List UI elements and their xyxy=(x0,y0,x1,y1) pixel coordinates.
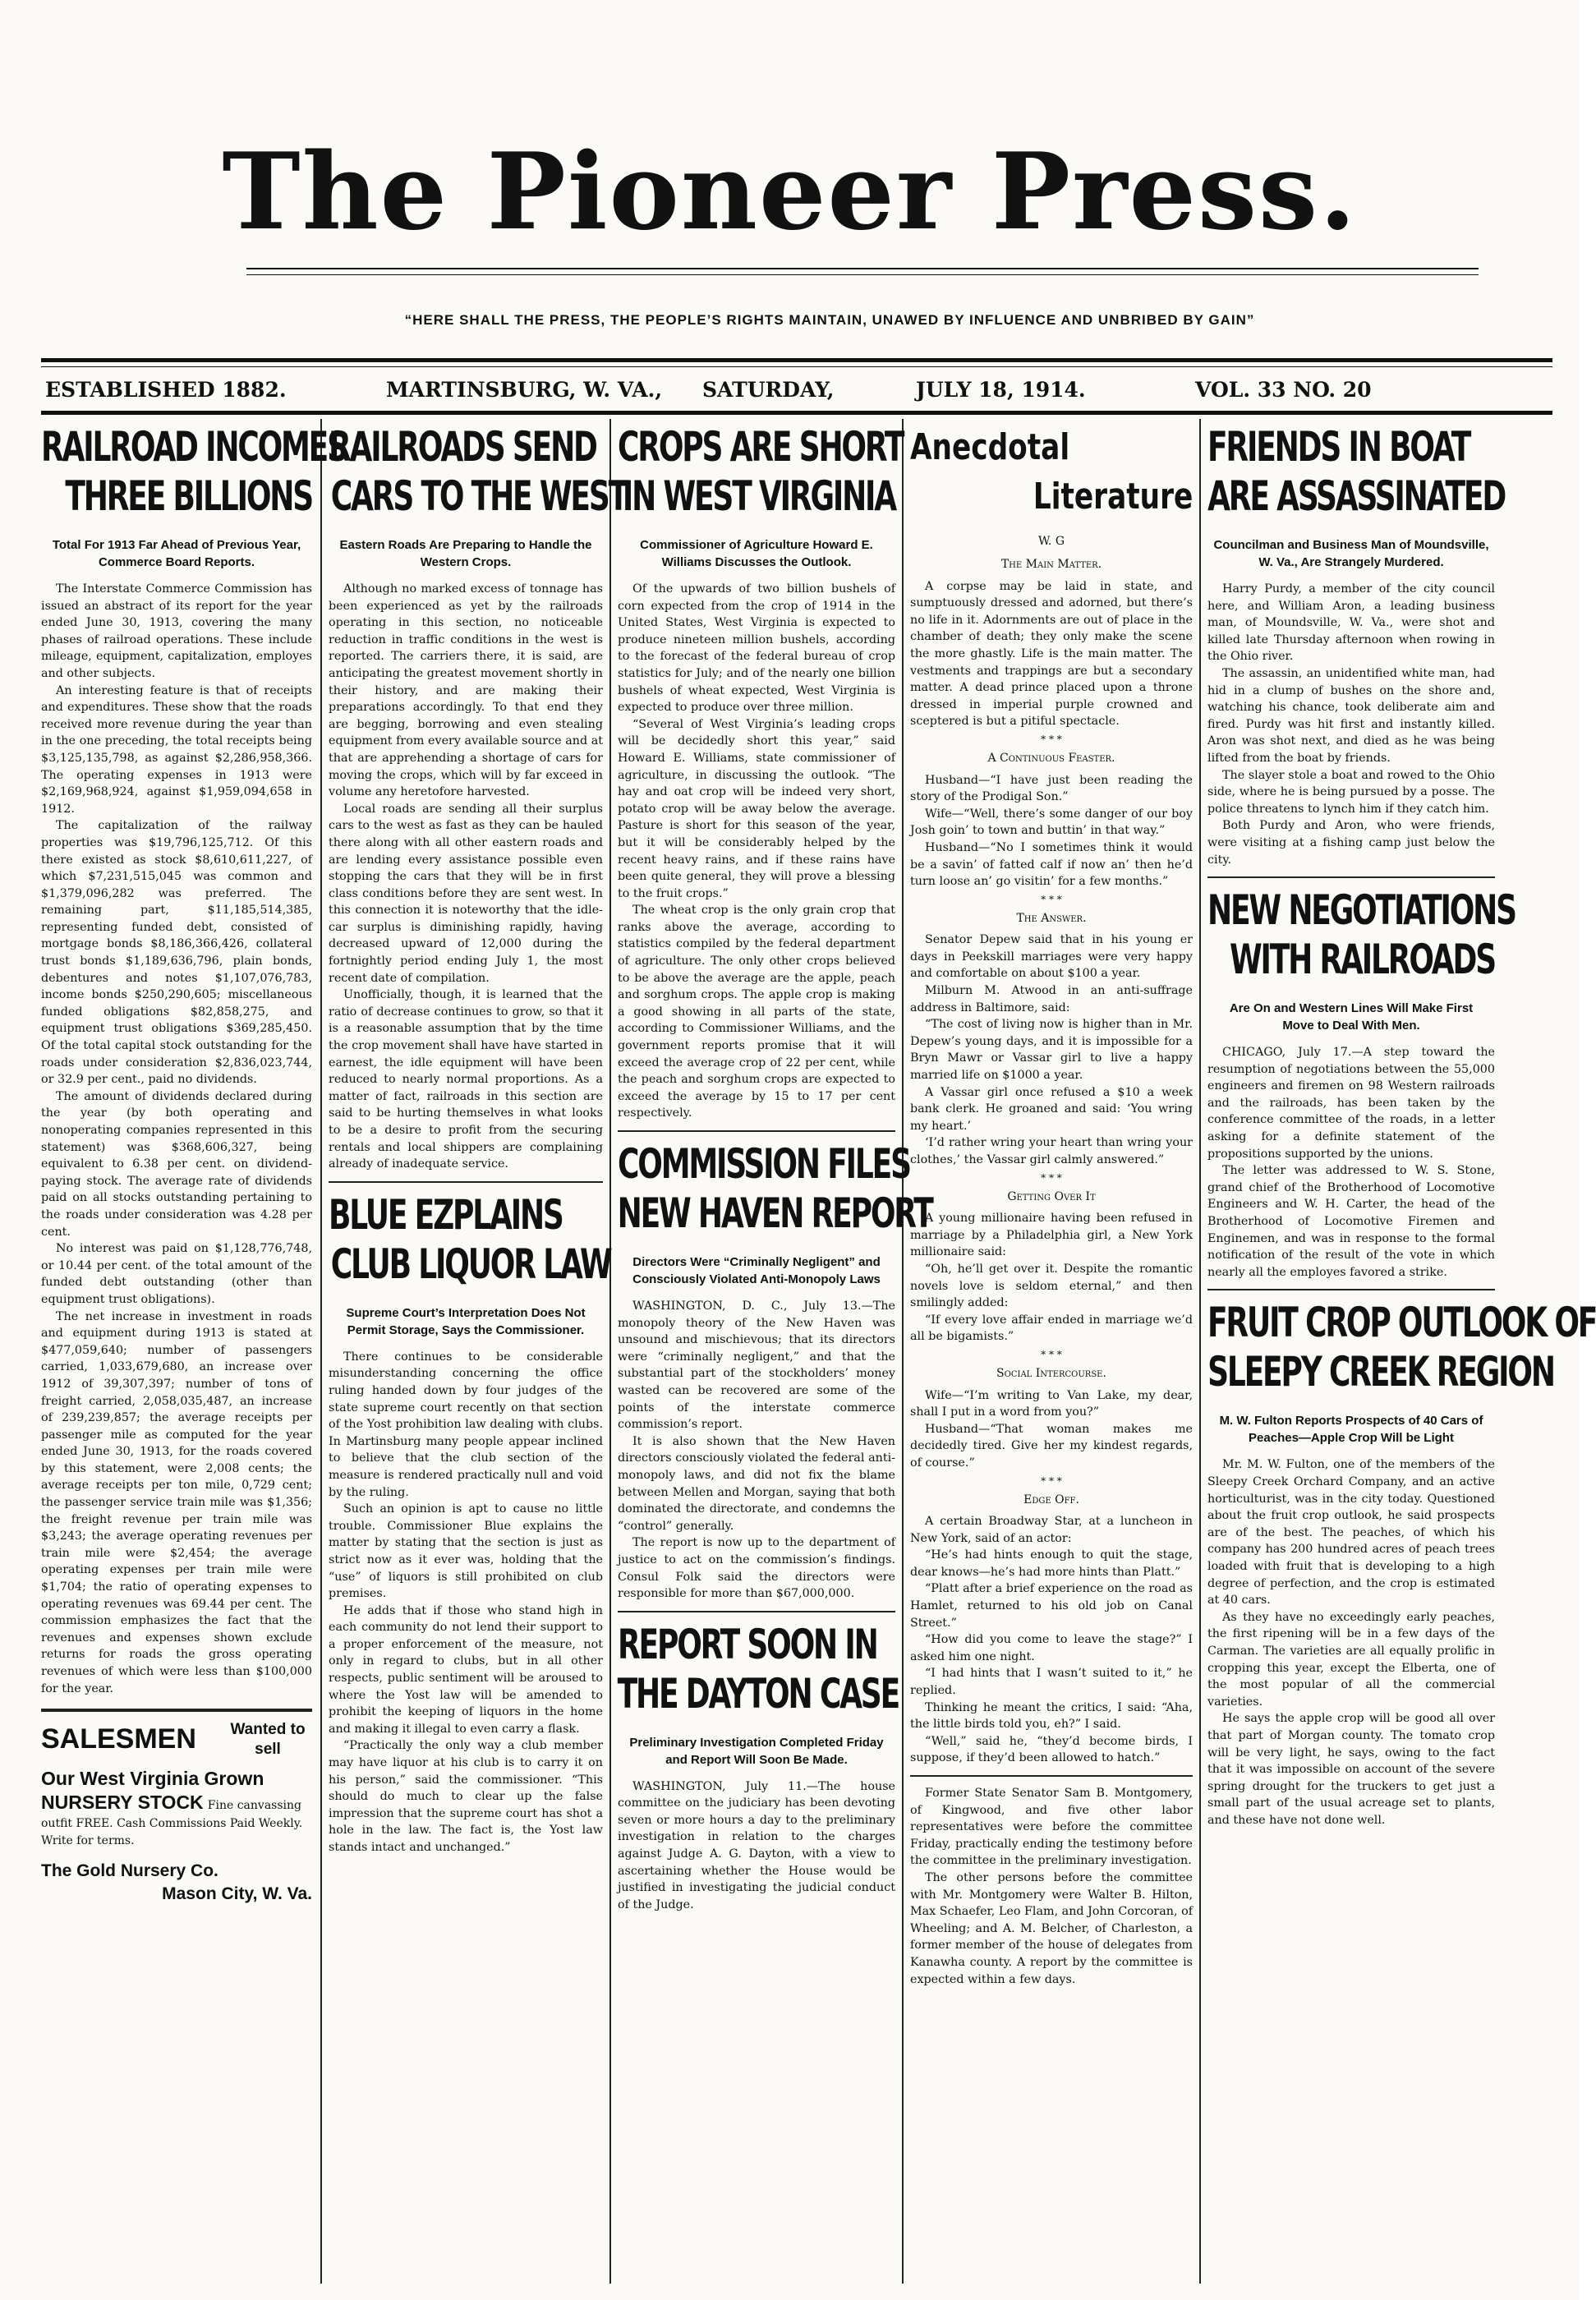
dateline-place: MARTINSBURG, W. VA., xyxy=(386,378,663,402)
headline-line: REPORT SOON IN xyxy=(618,1620,877,1668)
headline-crops-short xyxy=(618,423,904,530)
dateline-day: SATURDAY, xyxy=(702,378,835,402)
paragraph: The assassin, an unidentified white man, had hid in a clump of bushes on the shore and, watching his chance, took deliberate aim and fired. Purdy was hit first and instantly killed. Aron was shot next, and died as he was being lifted from the boat by friends. xyxy=(1207,666,1495,765)
headline-new-negotiations xyxy=(1207,886,1516,993)
subheadline: Total For 1913 Far Ahead of Previous Year, Commerce Board Reports. xyxy=(52,538,301,569)
headline-line: CLUB LIQUOR LAW xyxy=(330,1240,611,1288)
paragraph: Wife—“Well, there’s some danger of our boy Josh goin’ to town and buttin’ in that way.” xyxy=(910,807,1193,838)
ornament: * * * xyxy=(1041,1348,1062,1360)
paragraph: A young millionaire having been refused in marriage by a Philadelphia girl, a New York millionaire said: xyxy=(910,1212,1193,1259)
headline-line: FRUIT CROP OUTLOOK OF xyxy=(1207,1299,1596,1347)
column-rule xyxy=(320,419,322,2284)
masthead-rule xyxy=(246,268,1479,269)
divider xyxy=(618,1611,895,1612)
masthead-rule-thin xyxy=(246,274,1479,275)
paragraph: Husband—“That woman makes me decidedly tired. Give her my kindest regards, of course.” xyxy=(910,1422,1193,1470)
article-body xyxy=(329,1349,603,1856)
article-body xyxy=(1207,1456,1495,1828)
column-4 xyxy=(910,423,1193,2279)
paragraph: It is also shown that the New Haven directors consciously violated the federal anti-monopoly laws, and did not fix the blame between Mellen and Morgan, saying that both dominated the directorate, and condemns the “control” generally. xyxy=(618,1434,895,1533)
headline-blue-explains xyxy=(329,1190,611,1298)
headline-line: RAILROAD INCOMES xyxy=(41,423,347,471)
article-continuation xyxy=(910,1785,1193,1988)
divider xyxy=(41,1709,312,1712)
dateline-top-rule xyxy=(41,358,1552,362)
article-body xyxy=(41,581,312,1697)
established-year: ESTABLISHED 1882. xyxy=(45,378,287,402)
ad-subheadline: Wanted to sell xyxy=(230,1721,306,1759)
dateline xyxy=(45,378,1557,406)
subheadline: Preliminary Investigation Completed Friday and Report Will Soon Be Made. xyxy=(629,1735,884,1767)
subheadline: M. W. Fulton Reports Prospects of 40 Cars of Peaches—Apple Crop Will be Light xyxy=(1219,1414,1483,1446)
headline-line: NEW HAVEN REPORT xyxy=(617,1189,932,1237)
section-heading: Edge Off. xyxy=(1023,1493,1079,1506)
headline-commission-files xyxy=(617,1140,932,1247)
paragraph: Harry Purdy, a member of the city council here, and William Aron, a leading business man, of Moundsville, W. Va., were shot and killed late Thursday afternoon when rowing in the Ohio river. xyxy=(1207,582,1495,664)
paragraph: Mr. M. W. Fulton, one of the members of the Sleepy Creek Orchard Company, and an active horticulturist, was in the city today. Questioned about the fruit crop outlook, he said prospects are of the best. The peaches, of which his company has 200 hundred acres of peach trees loaded with fruit that is developing to a high degree of perfection, and the crop is estimated at 40 cars. xyxy=(1207,1458,1495,1608)
ornament: * * * xyxy=(1041,1171,1062,1184)
paragraph: ‘I’d rather wring your heart than wring your clothes,’ the Vassar girl calmly answered.” xyxy=(910,1136,1193,1166)
paragraph: As they have no exceedingly early peaches, the first ripening will be in a few days of the Carman. The varieties are all equally prolific in cropping this year, except the Elberta, one of the most popular of all the commercial varieties. xyxy=(1207,1610,1495,1709)
paragraph: “Oh, he’ll get over it. Despite the romantic novels love is seldom eternal,” and then smilingly added: xyxy=(910,1262,1193,1310)
paragraph: No interest was paid on $1,128,776,748, or 10.44 per cent. of the total amount of the funded debt outstanding (other than equipment trust obligations). xyxy=(41,1242,312,1306)
ornament: * * * xyxy=(1041,733,1062,745)
paragraph: CHICAGO, July 17.—A step toward the resumption of negotiations between the 55,000 engineers and firemen on 98 Western railroads and the railroads, has been taken by the conference committee of the roads, in a letter asking for a definite statement of the propositions supported by the unions. xyxy=(1207,1046,1495,1161)
subheadline: Directors Were “Criminally Negligent” and Consciously Violated Anti-Monopoly Laws xyxy=(632,1255,881,1286)
paragraph: Local roads are sending all their surplus cars to the west as fast as they can be hauled there along with all other eastern roads and are lending every assistance possible even stopping the cars that they will be in first class conditions before they are sent west. In this connection it is noteworthy that the idle-car surplus is diminishing rapidly, having decreased upward of 12,000 during the fortnightly period ending July 1, the most recent date of compilation. xyxy=(329,802,603,985)
paragraph: A corpse may be laid in state, and sumptuously dressed and adorned, but there’s no life in it. Adornments are out of place in the chamber of death; they only make the scene the more ghastly. Life is the main matter. The vestments and trappings are but a secondary matter. A dead prince placed upon a throne dressed in imperial purple crowned and sceptered is but a pitiful spectacle. xyxy=(910,579,1193,729)
headline-fruit-crop xyxy=(1207,1299,1596,1405)
ad-text: Fine canvassing outfit FREE. Cash Commissions Paid Weekly. Write for terms. xyxy=(41,1799,303,1848)
headline-line: FRIENDS IN BOAT xyxy=(1207,423,1470,471)
paragraph: The wheat crop is the only grain crop that ranks above the average, according to statistics compiled by the federal department of agriculture. The only other crops believed to be above the average are the apple, peach and sorghum crops. The apple crop is making a good showing in all parts of the state, according to Commissioner Williams, and the government reports promise that it will exceed the average crop of 22 per cent, while the peach and sorghum crops are expected to exceed the average by 15 to 17 per cent respectively. xyxy=(618,904,895,1120)
divider xyxy=(1207,1289,1495,1290)
headline-report-soon xyxy=(617,1620,899,1727)
paragraph: The slayer stole a boat and rowed to the Ohio side, where he is being pursued by a posse. The police threatens to lynch him if they catch him. xyxy=(1207,768,1495,816)
paragraph: Milburn M. Atwood in an anti-suffrage address in Baltimore, said: xyxy=(910,984,1193,1014)
paragraph: The capitalization of the railway properties was $19,796,125,712. Of this there existed as stock $8,610,611,227, of which $7,231,515,045 was common and $1,379,096,282 was preferred. The remaining part, $11,185,514,385, representing funded debt, consisted of mortgage bonds $8,186,366,426, collateral trust bonds $1,189,636,796, plain bonds, debentures and notes $1,107,076,783, income bonds $250,290,605; miscellaneous funded obligations $82,858,275, and equipment trust obligations $369,285,450. Of the total capital stock outstanding for the roads under consideration $2,836,023,744, or 32.9 per cent., paid no dividends. xyxy=(41,819,312,1087)
paragraph: Husband—“I have just been reading the story of the Prodigal Son.” xyxy=(910,773,1193,804)
paragraph: The report is now up to the department of justice to act on the commission’s findings. Consul Folk said the directors were responsible for more than $67,000,000. xyxy=(618,1536,895,1601)
subheadline: Councilman and Business Man of Moundsville, W. Va., Are Strangely Murdered. xyxy=(1213,538,1489,569)
nursery-advertisement xyxy=(41,1720,312,1904)
paragraph: Thinking he meant the critics, I said: “Aha, the little birds told you, eh?” I said. xyxy=(910,1700,1193,1732)
paragraph: “Well,” said he, “they’d become birds, I suppose, if they’d been allowed to hatch.” xyxy=(910,1734,1193,1765)
ornament: * * * xyxy=(1041,1474,1062,1487)
section-heading: A Continuous Feaster. xyxy=(987,751,1115,765)
article-body xyxy=(1207,1044,1495,1281)
paragraph: “Platt after a brief experience on the road as Hamlet, returned to his old job on Canal Street.” xyxy=(910,1582,1193,1630)
headline-line: WITH RAILROADS xyxy=(1229,936,1495,984)
anecdotes-body xyxy=(910,556,1193,1767)
paragraph: The letter was addressed to W. S. Stone, grand chief of the Brotherhood of Locomotive Engineers and W. H. Carter, the head of the Brotherhood of Locomotive Firemen and Enginemen, and was in response to the formal notification of the result of the vote in which nearly all the employes favored a strike. xyxy=(1207,1164,1495,1279)
paragraph: Former State Senator Sam B. Montgomery, of Kingwood, and five other labor representatives were before the committee Friday, practically ending the testimony before the committee in the preliminary investigation. xyxy=(910,1787,1193,1868)
headline-railroads-send xyxy=(329,423,628,530)
divider xyxy=(1207,876,1495,878)
headline-line: THREE BILLIONS xyxy=(65,472,312,520)
column-5 xyxy=(1207,423,1596,2279)
dateline-volume: VOL. 33 NO. 20 xyxy=(1195,378,1372,402)
paragraph: He says the apple crop will be good all over that part of Morgan county. The tomato crop will be very light, he says, owing to the fact that it was impossible on account of the severe spring drought for the truckers to get just a small part of the usual acreage set to plants, and these have not done well. xyxy=(1207,1712,1495,1827)
paragraph: “Several of West Virginia’s leading crops will be decidedly short this year,” said Howard E. Williams, state commissioner of agriculture, in discussing the outlook. “The hay and oat crop will be indeed very short, potato crop will be away below the average. Pasture is short for this season of the year, but it will be considerably helped by the recent heavy rains, and if these rains have been quite general, they will prove a blessing to the fruit crops.” xyxy=(618,717,895,900)
byline: W. G xyxy=(1037,535,1065,548)
subheadline: Are On and Western Lines Will Make First Move to Deal With Men. xyxy=(1229,1001,1474,1033)
paragraph: Both Purdy and Aron, who were friends, were visiting at a fishing camp just below the city. xyxy=(1207,819,1495,867)
column-2 xyxy=(329,423,628,2279)
paragraph: Wife—“I’m writing to Van Lake, my dear, shall I put in a word from you?” xyxy=(910,1388,1193,1419)
paragraph: Unofficially, though, it is learned that the ratio of decrease continues to grow, so that it is a reasonable assumption that by the time the crop movement shall have have started in earnest, the idle equipment will have been reduced to nearly normal proportions. As a matter of fact, railroads in this section are said to be hurting themselves in what looks to be a desire to profit from the securing rentals and local shippers are complaining already of inadequate service. xyxy=(329,988,603,1171)
article-body xyxy=(329,581,603,1173)
ad-line: Our West Virginia Grown xyxy=(41,1768,264,1790)
headline-line: ARE ASSASSINATED xyxy=(1207,472,1506,520)
ad-company: The Gold Nursery Co. xyxy=(41,1861,218,1880)
article-body xyxy=(618,1778,895,1914)
section-heading: Social Intercourse. xyxy=(996,1366,1106,1380)
paragraph: An interesting feature is that of receipts and expenditures. These show that the roads received more revenue during the year than in the one preceding, the total receipts being $3,125,135,798, as against $2,286,958,366. The operating expenses in 1913 were $2,169,968,924, against $1,959,094,658 in 1912. xyxy=(41,683,312,816)
paragraph: Although no marked excess of tonnage has been experienced as yet by the railroads operating in this section, no noticeable reduction in traffic conditions in the west is reported. The carriers there, it is said, are anticipating the greatest movement shortly in their history, and are making their preparations accordingly. To that end they are begging, borrowing and even stealing equipment from every available source and at that are apprehending a shortage of cars for moving the crops, which will by far exceed in volume any heretofore harvested. xyxy=(329,582,603,799)
paragraph: There continues to be considerable misunderstanding concerning the office ruling handed down by four judges of the state supreme court recently on that section of the Yost prohibition law dealing with clubs. In Martinsburg many people appear inclined to believe that the club section of the measure is rendered practically null and void by the ruling. xyxy=(329,1350,603,1499)
paragraph: “Practically the only way a club member may have liquor at his club is to carry it on his person,” said the commissioner. “This should do much to clear up the false impression that the supreme court has shot a hole in the law. The fact is, the Yost law stands intact and unchanged.” xyxy=(329,1739,603,1854)
section-heading: The Main Matter. xyxy=(1000,558,1102,571)
paragraph: “If every love affair ended in marriage we’d all be bigamists.” xyxy=(910,1313,1193,1344)
section-heading: The Answer. xyxy=(1016,911,1087,925)
dateline-top-rule-thin xyxy=(41,366,1552,367)
headline-line: COMMISSION FILES xyxy=(618,1140,910,1188)
headline-line: IN WEST VIRGINIA xyxy=(622,472,895,520)
column-1 xyxy=(41,423,347,2279)
paragraph: Senator Depew said that in his young er days in Peekskill marriages were very happy and comfortable on about $100 a year. xyxy=(910,933,1193,981)
paragraph: A Vassar girl once refused a $10 a week bank clerk. He groaned and said: ‘You wring my heart.’ xyxy=(910,1085,1193,1133)
paragraph: Such an opinion is apt to cause no little trouble. Commissioner Blue explains the matter by stating that the section is just as strict now as it ever was, holding that the “use” of liquors is still prohibited on club premises. xyxy=(329,1502,603,1601)
divider xyxy=(329,1181,603,1183)
paragraph: WASHINGTON, D. C., July 13.—The monopoly theory of the New Haven was unsound and mischievous; that its directors were “criminally negligent,” and that the substantial part of the stockholders’ money wasted can be recovered are some of the points of the interstate commerce commission’s report. xyxy=(618,1300,895,1432)
paragraph: Husband—“No I sometimes think it would be a savin’ of fatted calf if now an’ then he’d turn loose an’ go visitin’ for a few months.” xyxy=(910,840,1193,889)
ad-address: Mason City, W. Va. xyxy=(162,1884,312,1903)
headline-anecdotal-literature xyxy=(910,423,1193,530)
headline-railroad-incomes xyxy=(41,423,347,530)
dateline-bottom-rule xyxy=(41,411,1552,415)
headline-line: RAILROADS SEND xyxy=(329,423,596,471)
article-body xyxy=(618,1298,895,1603)
paragraph: Of the upwards of two billion bushels of corn expected from the crop of 1914 in the United States, West Virginia is expected to produce nineteen million bushels, according to the forecast of the federal bureau of crop statistics for July; and of the nearly one billion bushels of wheat expected, West Virginia is expected to produce over three million. xyxy=(618,582,895,715)
paragraph: The other persons before the committee with Mr. Montgomery were Walter B. Hilton, Max Schaefer, Leo Flam, and John Corcoran, of Wheeling; and A. M. Belcher, of Charleston, a former member of the house of delegates from Kanawha county. A report by the committee is expected within a few days. xyxy=(910,1870,1193,1986)
subheadline: Commissioner of Agriculture Howard E. Williams Discusses the Outlook. xyxy=(640,538,873,569)
column-rule xyxy=(609,419,611,2284)
article-body xyxy=(618,581,895,1122)
section-heading: Getting Over It xyxy=(1007,1189,1096,1203)
headline-line: THE DAYTON CASE xyxy=(617,1669,899,1718)
subheadline: Supreme Court’s Interpretation Does Not Permit Storage, Says the Commissioner. xyxy=(346,1305,586,1337)
divider xyxy=(618,1130,895,1132)
column-3 xyxy=(617,423,932,2279)
masthead-title: The Pioneer Press. xyxy=(222,131,1358,254)
ornament: * * * xyxy=(1041,893,1062,905)
headline-line: Anecdotal xyxy=(910,426,1070,468)
ad-headline: SALESMEN xyxy=(41,1723,196,1755)
paragraph: A certain Broadway Star, at a luncheon in New York, said of an actor: xyxy=(910,1515,1193,1545)
subheadline: Eastern Roads Are Preparing to Handle the Western Crops. xyxy=(339,538,592,569)
paragraph: “I had hints that I wasn’t suited to it,” he replied. xyxy=(910,1667,1193,1698)
paragraph: The Interstate Commerce Commission has issued an abstract of its report for the year ended June 30, 1913, covering the many phases of railroad operations. These include mileage, equipment, capitalization, employes and other subjects. xyxy=(41,582,312,680)
headline-line: CARS TO THE WEST xyxy=(330,472,628,520)
paragraph: The amount of dividends declared during the year (by both operating and nonoperating companies represented in this statement) was $368,606,327, being equivalent to 6.38 per cent. on dividend-paying stock. The average rate of dividends paid on all stocks outstanding pertaining to the roads under consideration was 4.28 per cent. xyxy=(41,1089,312,1239)
headline-line: CROPS ARE SHORT xyxy=(618,423,904,471)
column-rule xyxy=(1199,419,1201,2284)
paragraph: “He’s had hints enough to quit the stage, dear knows—he’s had more hints than Platt.” xyxy=(910,1548,1193,1579)
ad-line: NURSERY STOCK xyxy=(41,1792,204,1814)
headline-line: SLEEPY CREEK REGION xyxy=(1207,1348,1554,1396)
paragraph: “How did you come to leave the stage?” I asked him one night. xyxy=(910,1633,1193,1663)
divider xyxy=(910,1775,1193,1777)
headline-line: BLUE EZPLAINS xyxy=(329,1190,563,1239)
article-body xyxy=(1207,581,1495,868)
headline-friends-in-boat xyxy=(1207,423,1506,530)
masthead-motto: “HERE SHALL THE PRESS, THE PEOPLE’S RIGHTS MAINTAIN, UNAWED BY INFLUENCE AND UNBRIBED BY GAIN” xyxy=(404,312,1255,328)
headline-line: Literature xyxy=(1033,476,1193,518)
paragraph: The net increase in investment in roads and equipment during 1913 is stated at $477,059,640; number of passengers carried, 1,033,679,680, an increase over 1912 of 39,307,397; number of tons of freight carried, 2,058,035,487, an increase of 239,239,857; the average receipts per passenger mile as computed for the year ended June 30, 1913, for the roads covered by this statement, were 2,008 cents; the average receipts per ton mile, 0,729 cent; the passenger service train mile was $1,356; the freight revenue per train mile was $3,243; the average operating revenues per train mile were $2,454; the average operating expenses per train mile were $1,704; the ratio of operating expenses to operating revenues was 69.44 per cent. The commission emphasizes the fact that the revenues and expenses shown exclude returns for roads the gross operating revenues of which were less than $100,000 for the year. xyxy=(41,1309,312,1695)
paragraph: “The cost of living now is higher than in Mr. Depew’s young days, and it is impossible for a Bryn Mawr or Vassar girl to live a happy married life on $1000 a year. xyxy=(910,1018,1193,1083)
paragraph: WASHINGTON, July 11.—The house committee on the judiciary has been devoting seven or more hours a day to the preliminary investigation in relation to the charges against Judge A. G. Dayton, with a view to ascertaining whether the House would be justified in investigating the judicial conduct of the Judge. xyxy=(618,1779,895,1911)
headline-line: NEW NEGOTIATIONS xyxy=(1207,886,1516,935)
dateline-date: JULY 18, 1914. xyxy=(916,378,1086,402)
column-rule xyxy=(902,419,904,2284)
paragraph: He adds that if those who stand high in each community do not lend their support to a proper enforcement of the measure, not only in regard to clubs, but in all other respects, public sentiment will be aroused to where the Yost law will be amended to prohibit the keeping of liquors in the home and making it illegal to even carry a flask. xyxy=(329,1603,603,1736)
